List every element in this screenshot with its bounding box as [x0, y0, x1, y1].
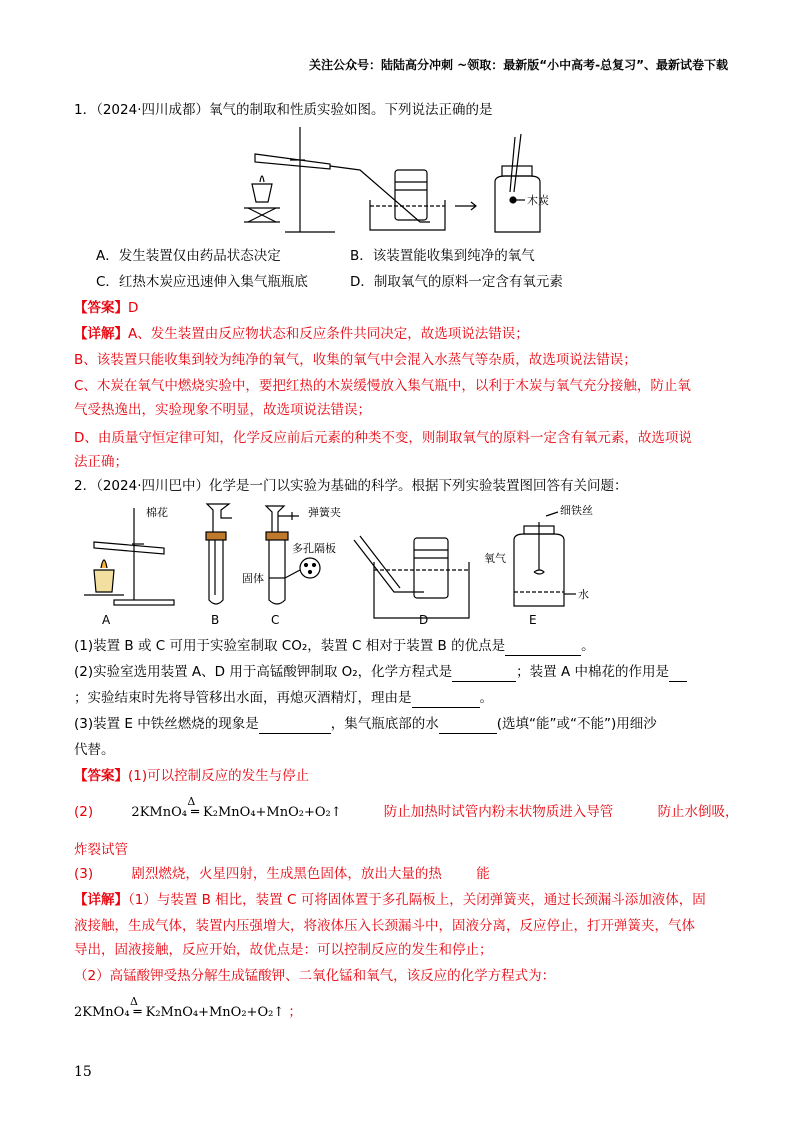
q2-part3-text-a: (3)装置 E 中铁丝燃烧的现象是: [74, 716, 259, 732]
q1-figure: [230, 122, 560, 242]
q2-label-d: D: [419, 613, 429, 627]
q2-answer-2d: 炸裂试管: [74, 842, 128, 858]
q2-detail-text: （1）与装置 B 相比，装置 C 可将固体置于多孔隔板上，关闭弹簧夹，通过长颈漏斗添加液体，固: [128, 892, 706, 908]
q2-answer-3-row: [74, 864, 490, 884]
q1-option-c: C．红热木炭应迅速伸入集气瓶瓶底: [96, 274, 308, 290]
q1-detail-5: 法正确；: [74, 454, 128, 470]
q2-answer-2c: 防止水倒吸，: [657, 804, 739, 820]
q1-option-a: A．发生装置仅由药品状态决定: [96, 248, 281, 264]
q1-answer-tag: 【答案】: [74, 300, 128, 316]
q2-part3-blank-1: [259, 718, 331, 734]
q2-cotton-label: 棉花: [146, 506, 168, 519]
q2-water-label: 水: [578, 588, 589, 601]
q2-part3-text-c: (选填“能”或“不能”)用细沙: [496, 716, 657, 732]
q2-answer-tag: 【答案】: [74, 768, 128, 784]
q2-equation-2-end: ；: [288, 1004, 302, 1020]
q2-equation: [131, 795, 345, 820]
q2-part3-text-b: ，集气瓶底部的水: [330, 716, 439, 732]
q2-answer-2-num: (2): [74, 804, 94, 820]
q2-answer-3a: 剧烈燃烧，火星四射，生成黑色固体，放出大量的热: [131, 866, 442, 882]
q2-detail-tag: 【详解】: [74, 892, 128, 908]
q2-answer-3b: 能: [476, 866, 490, 882]
q2-label-e: E: [529, 613, 537, 627]
q2-answer-2-row: [74, 795, 739, 823]
q2-label-b: B: [211, 613, 220, 627]
q1-detail-4: D、由质量守恒定律可知，化学反应前后元素的种类不变，则制取氧气的原料一定含有氧元素，故选项说: [74, 430, 692, 446]
q2-part2-blank-3: [412, 692, 480, 708]
q2-part1-blank: [505, 640, 581, 656]
q2-equation-text: 2KMnO₄ ═ K₂MnO₄+MnO₂+O₂↑: [131, 805, 342, 820]
q2-figure: [74, 500, 594, 628]
q1-detail-0: [74, 324, 529, 344]
q1-detail-3: 气受热逸出，实验现象不明显，故选项说法错误；: [74, 402, 371, 418]
q2-part2-text-b: ；装置 A 中棉花的作用是: [516, 664, 669, 680]
q2-clamp-label: 弹簧夹: [308, 506, 341, 519]
q1-detail-tag: 【详解】: [74, 326, 128, 342]
q2-equation-2-row: [74, 995, 302, 1023]
q2-part2-cont: [74, 688, 493, 708]
q2-answer-3-num: (3): [74, 866, 94, 882]
q2-equation-2-delta: Δ: [130, 995, 138, 1008]
q2-part2: [74, 662, 687, 682]
q2-part3-blank-2: [439, 718, 497, 734]
q2-equation-2: [74, 995, 288, 1020]
q1-answer-value: D: [128, 300, 139, 316]
q2-answer-2b: 防止加热时试管内粉末状物质进入导管: [383, 804, 614, 820]
q2-answer: [74, 766, 309, 786]
q2-equation-delta: Δ: [187, 795, 196, 808]
q2-plate-label: 多孔隔板: [292, 542, 336, 555]
q1-option-b: B．该装置能收集到纯净的氧气: [350, 248, 535, 264]
q2-part2-blank-2: [669, 666, 687, 682]
q2-part3: [74, 714, 657, 734]
q2-part1-text: (1)装置 B 或 C 可用于实验室制取 CO₂，装置 C 相对于装置 B 的优点是: [74, 638, 506, 654]
q2-part2-text-c: ；实验结束时先将导管移出水面，再熄灭酒精灯，理由是: [74, 690, 412, 706]
q2-part1: [74, 636, 595, 656]
q2-part2-text-a: (2)实验室选用装置 A、D 用于高锰酸钾制取 O₂，化学方程式是: [74, 664, 453, 680]
page-number: 15: [74, 1064, 92, 1080]
q2-detail-1: 液接触，生成气体，装置内压强增大，将液体压入长颈漏斗中，固液分离，反应停止，打开弹簧夹，气体: [74, 918, 695, 934]
q2-solid-label: 固体: [242, 572, 264, 585]
q1-charcoal-label: 木炭: [527, 194, 549, 207]
q2-detail-0: [74, 890, 706, 910]
q2-wire-label: 细铁丝: [560, 504, 593, 517]
q1-detail-2: C、木炭在氧气中燃烧实验中，要把红热的木炭缓慢放入集气瓶中，以利于木炭与氧气充分接触，防止氧: [74, 378, 691, 394]
q2-part2-blank-1: [452, 666, 516, 682]
q2-detail-2: 导出，固液接触，反应开始，故优点是：可以控制反应的发生和停止；: [74, 942, 493, 958]
q2-part2-end: 。: [479, 690, 493, 706]
q2-stem: 2．（2024·四川巴中）化学是一门以实验为基础的科学。根据下列实验装置图回答有关问题：: [74, 478, 628, 494]
q2-detail-3: （2）高锰酸钾受热分解生成锰酸钾、二氧化锰和氧气，该反应的化学方程式为：: [74, 968, 556, 984]
q1-stem: 1．（2024·四川成都）氧气的制取和性质实验如图。下列说法正确的是: [74, 102, 493, 118]
q2-part1-end: 。: [581, 638, 595, 654]
page-header: 关注公众号：陆陆高分冲刺 ~领取：最新版“小中高考-总复习”、最新试卷下载: [309, 58, 728, 72]
q2-part3-cont: 代替。: [74, 742, 115, 758]
q1-detail-text: A、发生装置由反应物状态和反应条件共同决定，故选项说法错误；: [128, 326, 529, 342]
q2-label-a: A: [102, 613, 111, 627]
q1-option-d: D．制取氧气的原料一定含有氧元素: [350, 274, 563, 290]
q2-equation-2-text: 2KMnO₄ ═ K₂MnO₄+MnO₂+O₂↑: [74, 1005, 285, 1020]
q2-answer-1: (1)可以控制反应的发生与停止: [128, 768, 310, 784]
q1-answer: [74, 298, 138, 318]
q1-detail-1: B、该装置只能收集到较为纯净的氧气，收集的氧气中会混入水蒸气等杂质，故选项说法错误；: [74, 352, 637, 368]
q2-label-c: C: [271, 613, 280, 627]
q2-oxygen-label: 氧气: [484, 552, 506, 565]
